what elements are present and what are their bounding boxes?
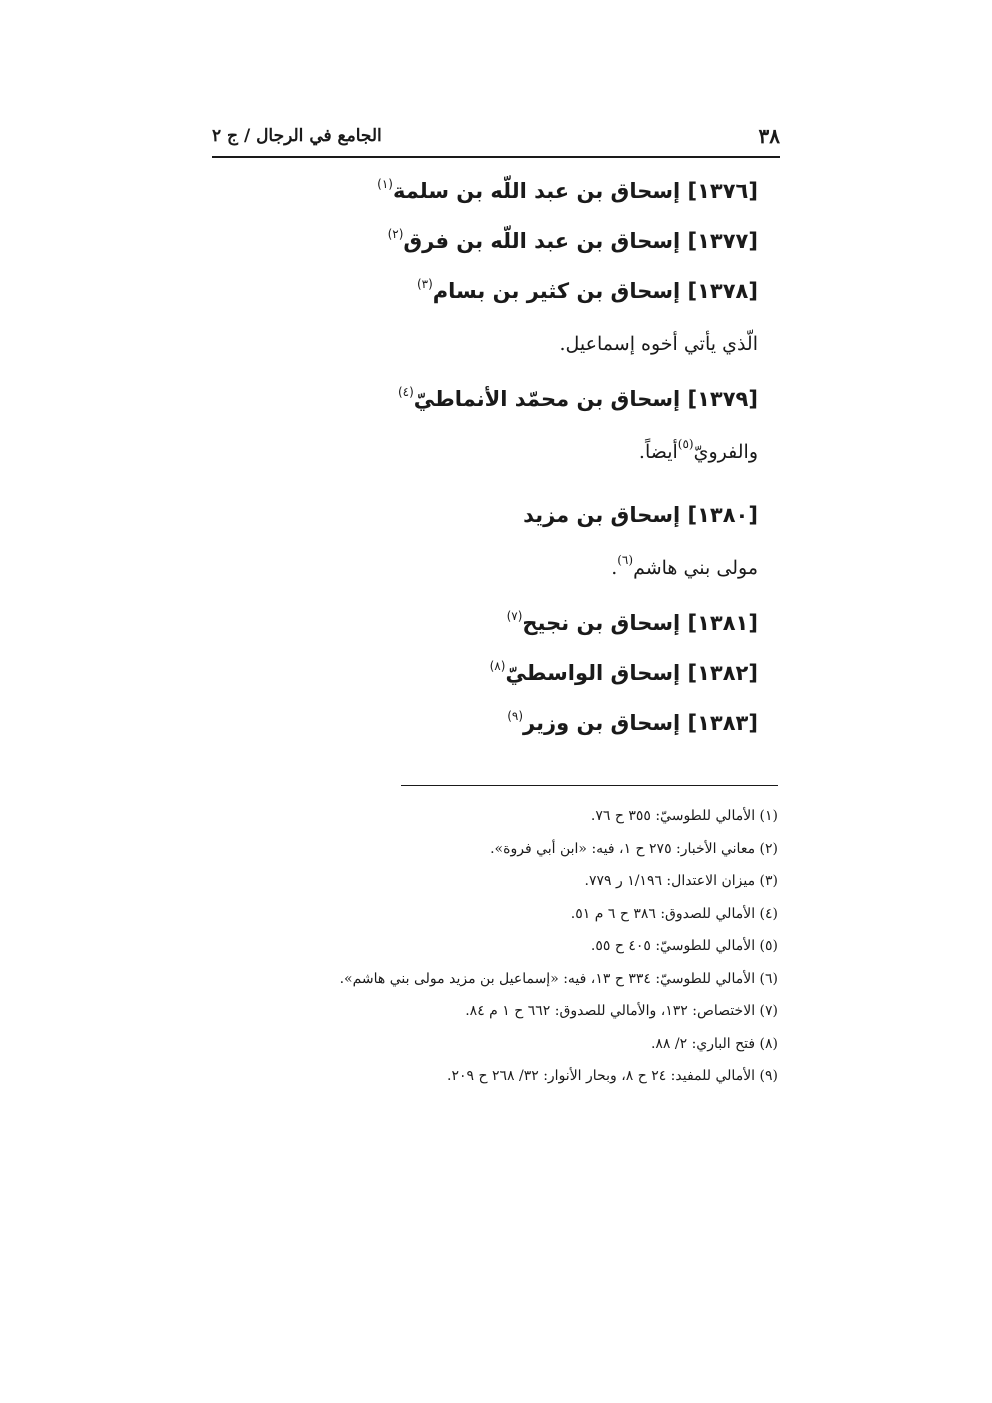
footnote-7: (٧) الاختصاص: ١٣٢، والأمالي للصدوق: ٦٦٢ ح ١ م ٨٤.	[465, 1003, 778, 1019]
footnote-4: (٤) الأمالي للصدوق: ٣٨٦ ح ٦ م ٥١.	[570, 905, 778, 922]
footnote-8: (٨) فتح الباري: ٢/ ٨٨.	[650, 1035, 778, 1052]
footnote-3: (٣) ميزان الاعتدال: ١/١٩٦ ر ٧٧٩.	[584, 873, 778, 889]
entry-heading-1378: [١٣٧٨] إسحاق بن كثير بن بسام$^{(٣)}$	[416, 277, 758, 303]
entry-text-1379: والفرويّ$^{(٥)}$أيضاً.	[638, 437, 758, 463]
entry-heading-1382: [١٣٨٢] إسحاق الواسطيّ$^{(٨)}$	[489, 659, 758, 685]
entry-heading-1379: [١٣٧٩] إسحاق بن محمّد الأنماطيّ$^{(٤)}$	[397, 385, 758, 411]
footnotes-section	[212, 800, 778, 1093]
footnote-ref[interactable]: (٤)	[397, 385, 414, 399]
footnote-6: (٦) الأمالي للطوسيّ: ٣٣٤ ح ١٣، فيه: «إسماعيل بن مزيد مولى بني هاشم».	[339, 970, 778, 987]
footnote-ref[interactable]: (٨)	[489, 659, 506, 673]
entry-heading-1377: [١٣٧٧] إسحاق بن عبد اللّه بن فرق$^{(٢)}$	[387, 227, 758, 253]
entry-heading-1381: [١٣٨١] إسحاق بن نجيح$^{(٧)}$	[506, 609, 758, 635]
book-title: الجامع في الرجال / ج ٢	[212, 126, 382, 146]
footnote-ref[interactable]: (٩)	[507, 709, 524, 723]
entry-heading-1376: [١٣٧٦] إسحاق بن عبد اللّه بن سلمة$^{(١)}$	[377, 177, 758, 203]
footnote-2: (٢) معاني الأخبار: ٢٧٥ ح ١، فيه: «ابن أبي فروة».	[490, 840, 778, 857]
entry-heading-1380: [١٣٨٠] إسحاق بن مزيد	[523, 503, 758, 527]
footnote-ref[interactable]: (٢)	[387, 227, 404, 241]
footnote-ref[interactable]: (٣)	[416, 277, 433, 291]
footnote-1: (١) الأمالي للطوسيّ: ٣٥٥ ح ٧٦.	[590, 808, 778, 824]
footnote-9: (٩) الأمالي للمفيد: ٢٤ ح ٨، وبحار الأنوار: ٣٢/ ٢٦٨ ح ٢٠٩.	[447, 1068, 778, 1084]
footnote-ref[interactable]: (٥)	[677, 437, 694, 451]
entry-text-1380: مولى بني هاشم$^{(٦)}$.	[611, 553, 758, 579]
entry-heading-1383: [١٣٨٣] إسحاق بن وزير$^{(٩)}$	[507, 709, 758, 735]
footnote-divider	[401, 785, 778, 786]
page-number: ٣٨	[758, 124, 780, 148]
footnote-ref[interactable]: (٧)	[506, 609, 523, 623]
footnote-5: (٥) الأمالي للطوسيّ: ٤٠٥ ح ٥٥.	[590, 938, 778, 954]
running-header	[212, 118, 780, 158]
footnote-ref[interactable]: (١)	[377, 177, 393, 191]
footnote-ref[interactable]: (٦)	[617, 553, 634, 567]
entries-list	[212, 166, 758, 748]
entry-text-1378: الّذي يأتي أخوه إسماعيل.	[559, 333, 758, 355]
